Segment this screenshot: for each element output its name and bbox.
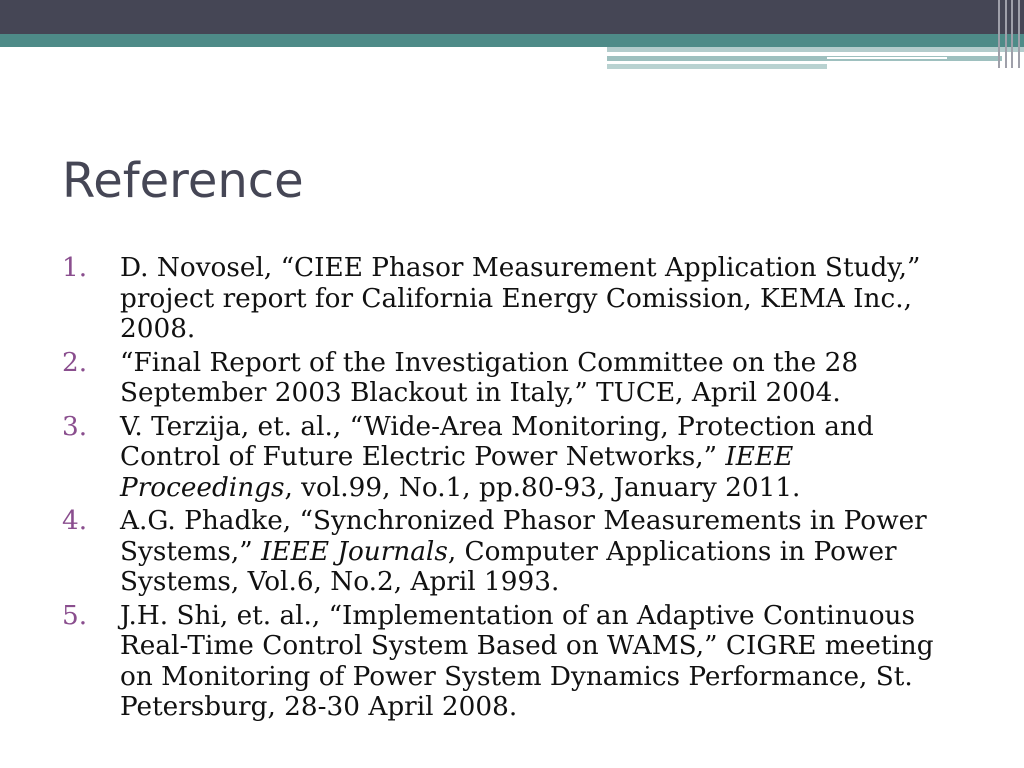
reference-item [62, 601, 972, 723]
reference-text: , Computer Applications in Power Systems, Vol.6, No.2, April 1993. [120, 536, 897, 597]
reference-journal: IEEE Proceedings [120, 442, 794, 503]
slide-title: Reference [62, 153, 304, 209]
reference-number: 2. [62, 347, 88, 378]
accent-line [827, 57, 947, 59]
reference-number: 5. [62, 600, 88, 631]
reference-item [62, 412, 972, 504]
reference-text: D. Novosel, “CIEE Phasor Measurement Application Study,” project report for California Energy Comission, KEMA Inc., 2008. [120, 253, 921, 344]
accent-line [607, 64, 827, 69]
reference-item [62, 253, 972, 345]
accent-bar [0, 34, 1024, 47]
reference-text: “Final Report of the Investigation Committee on the 28 September 2003 Blackout in Italy,” TUCE, April 2004. [120, 347, 859, 408]
stripe [998, 0, 1000, 68]
stripe [1011, 0, 1013, 68]
header-band [0, 0, 1024, 34]
reference-text: J.H. Shi, et. al., “Implementation of an Adaptive Continuous Real-Time Control System Based on WAMS,” CIGRE meeting on Monitoring of Power System Dynamics Performance, St. Petersburg, 28-30 April 2008. [120, 600, 934, 722]
reference-journal: IEEE Journals [261, 536, 448, 567]
corner-stripes [994, 0, 1024, 68]
stripe [1005, 0, 1007, 68]
reference-list [62, 253, 972, 726]
reference-number: 1. [62, 253, 88, 283]
reference-text: V. Terzija, et. al., “Wide-Area Monitoring, Protection and Control of Future Electric Power Networks,” [120, 411, 874, 472]
reference-text: A.G. Phadke, “Synchronized Phasor Measurements in Power Systems,” [120, 506, 927, 567]
stripe [1018, 0, 1020, 68]
accent-line [607, 47, 1024, 52]
reference-item [62, 348, 972, 409]
reference-text: , vol.99, No.1, pp.80-93, January 2011. [284, 472, 801, 503]
reference-item [62, 506, 972, 598]
reference-number: 4. [62, 506, 88, 536]
reference-number: 3. [62, 411, 88, 442]
